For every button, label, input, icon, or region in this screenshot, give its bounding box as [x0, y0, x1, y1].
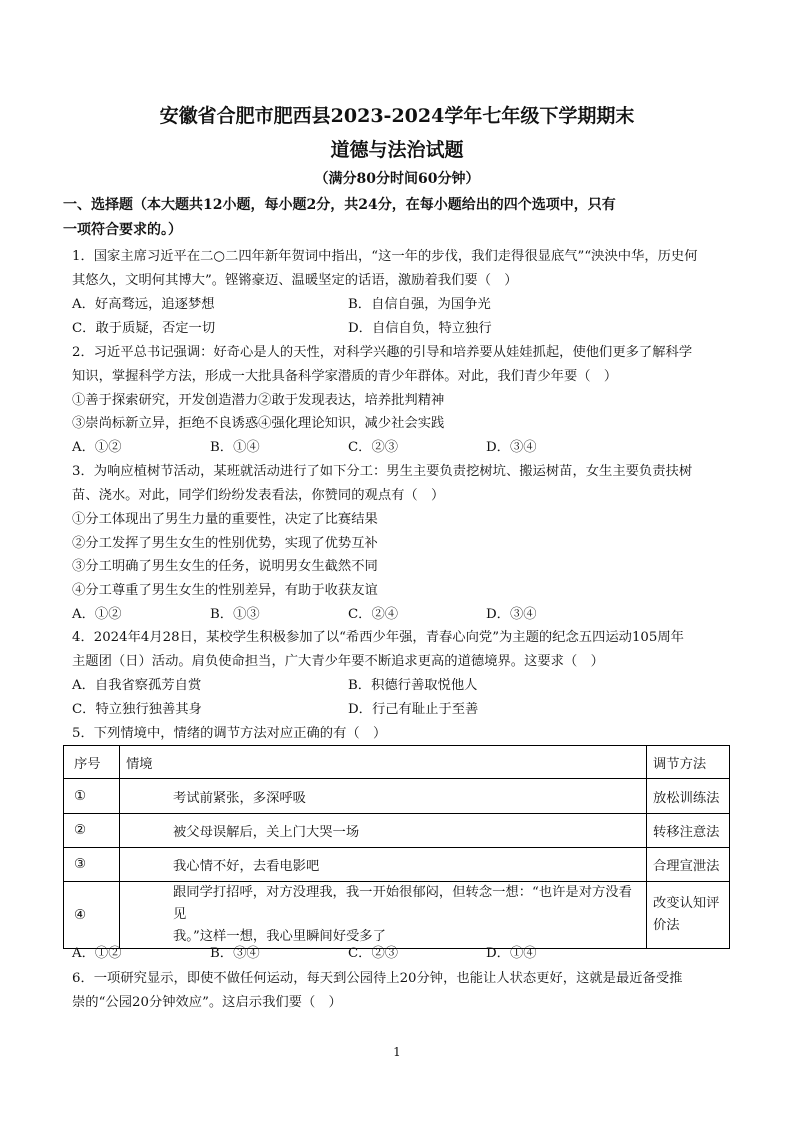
q5-option-d: D．①④	[486, 946, 537, 961]
table-cell-no: ②	[64, 814, 120, 848]
exam-title: 安徽省合肥市肥西县2023-2024学年七年级下学期期末	[159, 105, 635, 127]
table-cell-scene-line: 跟同学打招呼，对方没理我，我一开始很郁闷，但转念一想：“也许是对方没看见	[173, 885, 632, 922]
section-heading-cont: 一项符合要求的。）	[63, 222, 182, 238]
table-header-method: 调节方法	[647, 746, 730, 779]
q3-option-b: B．①③	[210, 607, 260, 622]
question-5-text: 5．下列情境中，情绪的调节方法对应正确的有（ ）	[72, 726, 387, 741]
table-header-row	[64, 746, 730, 779]
table-cell-method: 合理宣泄法	[647, 848, 730, 882]
q4-option-b: B．积德行善取悦他人	[348, 678, 478, 693]
table-cell-scene	[120, 882, 647, 949]
table-row	[64, 848, 730, 882]
q1-option-a: A．好高骛远，追逐梦想	[72, 297, 215, 312]
table-header-no: 序号	[64, 746, 120, 779]
table-cell-method-line: 改变认知评	[653, 896, 720, 911]
question-2-text: 2．习近平总书记强调：好奇心是人的天性，对科学兴趣的引导和培养要从娃娃抓起，使他们更多了解科学	[72, 345, 693, 360]
q2-option-c: C．②③	[348, 440, 399, 455]
q3-item-2: ②分工发挥了男生女生的性别优势，实现了优势互补	[72, 536, 378, 551]
table-cell-scene: 我心情不好，去看电影吧	[120, 848, 647, 882]
table-cell-no: ①	[64, 779, 120, 814]
emotion-regulation-table	[63, 745, 730, 949]
q3-item-1: ①分工体现出了男生力量的重要性，决定了比赛结果	[72, 512, 378, 527]
q3-option-c: C．②④	[348, 607, 399, 622]
table-cell-no: ③	[64, 848, 120, 882]
q2-item-1: ①善于探索研究，开发创造潜力②敢于发现表达，培养批判精神	[72, 393, 445, 408]
table-cell-method-line: 价法	[653, 918, 680, 933]
question-3-text-cont: 苗、浇水。对此，同学们纷纷发表看法，你赞同的观点有（ ）	[72, 488, 445, 503]
q4-option-c: C．特立独行独善其身	[72, 702, 202, 717]
q2-option-d: D．③④	[486, 440, 537, 455]
table-cell-scene: 考试前紧张，多深呼吸	[120, 779, 647, 814]
table-cell-scene: 被父母误解后，关上门大哭一场	[120, 814, 647, 848]
table-cell-method: 转移注意法	[647, 814, 730, 848]
question-1-text-cont: 其悠久，文明何其博大”。铿锵豪迈、温暖坚定的话语，激励着我们要（ ）	[72, 273, 518, 288]
table-row	[64, 779, 730, 814]
question-2-text-cont: 知识，掌握科学方法，形成一大批具备科学家潜质的青少年群体。对此，我们青少年要（ ）	[72, 369, 618, 384]
q5-option-a: A．①②	[72, 946, 122, 961]
exam-meta: （满分80分时间60分钟）	[314, 171, 480, 187]
q5-option-b: B．③④	[210, 946, 260, 961]
table-cell-method	[647, 882, 730, 949]
page-number: 1	[393, 1045, 401, 1059]
q3-option-d: D．③④	[486, 607, 537, 622]
question-4-text: 4．2024年4月28日，某校学生积极参加了以“希西少年强，青春心向党”为主题的纪念五四运动105周年	[72, 630, 684, 645]
q3-item-4: ④分工尊重了男生女生的性别差异，有助于收获友谊	[72, 583, 378, 598]
q2-option-b: B．①④	[210, 440, 260, 455]
table-cell-scene-line: 我。”这样一想，我心里瞬间好受多了	[173, 929, 386, 944]
q3-item-3: ③分工明确了男生女生的任务，说明男女生截然不同	[72, 559, 378, 574]
q2-item-2: ③崇尚标新立异，拒绝不良诱惑④强化理论知识，减少社会实践	[72, 416, 445, 431]
table-row	[64, 882, 730, 949]
table-cell-no: ④	[64, 882, 120, 949]
q4-option-d: D．行己有耻止于至善	[348, 702, 479, 717]
question-6-text: 6．一项研究显示，即使不做任何运动，每天到公园待上20分钟，也能让人状态更好，这就是最近备受推	[72, 971, 683, 986]
table-row	[64, 814, 730, 848]
section-heading: 一、选择题（本大题共12小题，每小题2分，共24分，在每小题给出的四个选项中，只有	[63, 197, 616, 213]
q4-option-a: A．自我省察孤芳自赏	[72, 678, 202, 693]
question-4-text-cont: 主题团（日）活动。肩负使命担当，广大青少年要不断追求更高的道德境界。这要求（ ）	[72, 654, 604, 669]
q5-option-c: C．②③	[348, 946, 399, 961]
table-cell-method: 放松训练法	[647, 779, 730, 814]
q3-option-a: A．①②	[72, 607, 122, 622]
question-3-text: 3．为响应植树节活动，某班就活动进行了如下分工：男生主要负责挖树坑、搬运树苗，女生主要负责扶树	[72, 464, 693, 479]
q1-option-c: C．敢于质疑，否定一切	[72, 321, 216, 336]
exam-subtitle: 道德与法治试题	[330, 139, 464, 161]
table-header-scene: 情境	[120, 746, 647, 779]
q1-option-b: B．自信自强，为国争光	[348, 297, 491, 312]
q2-option-a: A．①②	[72, 440, 122, 455]
question-1-text: 1．国家主席习近平在二○二四年新年贺词中指出，“这一年的步伐，我们走得很显底气”“泱泱中华，历史何	[72, 249, 698, 264]
question-6-text-cont: 崇的“公园20分钟效应”。这启示我们要（ ）	[72, 995, 342, 1010]
q1-option-d: D．自信自负，特立独行	[348, 321, 492, 336]
